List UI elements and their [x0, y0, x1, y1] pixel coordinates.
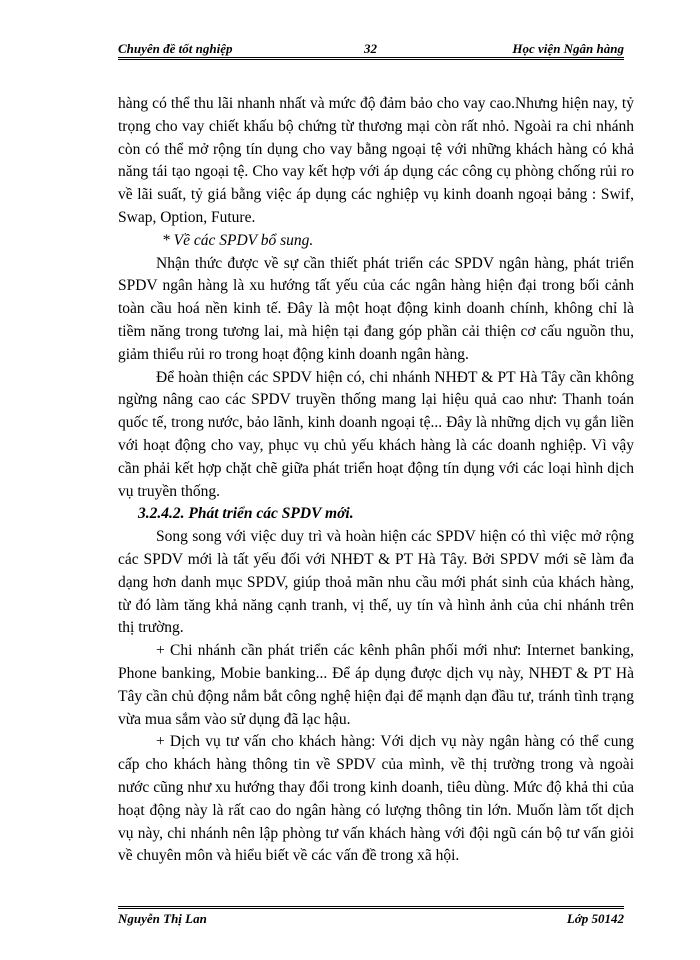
document-body	[118, 93, 634, 868]
page-number: 32	[364, 41, 377, 56]
paragraph: hàng có thể thu lãi nhanh nhất và mức độ đảm bảo cho vay cao.Nhưng hiện nay, tỷ trọng cho vay chiết khấu bộ chứng từ thương mại còn rất nhỏ. Ngoài ra chi nhánh còn có thể mở rộng tín dụng cho vay bằng ngoại tệ với những khách hàng có khả năng tái tạo ngoại tệ. Cho vay kết hợp với áp dụng các công cụ phòng chống rủi ro về lãi suất, tỷ giá bằng việc áp dụng các nghiệp vụ kinh doanh ngoại bảng : Swif, Swap, Option, Future.	[118, 95, 634, 226]
paragraph: Nhận thức được về sự cần thiết phát triển các SPDV ngân hàng, phát triển SPDV ngân hàng là xu hướng tất yếu của các ngân hàng hiện đại trong bối cảnh toàn cầu hoá nền kinh tế. Đây là một hoạt động kinh doanh chính, không chỉ là tiềm năng trong tương lai, mà hiện tại đang góp phần cải thiện cơ cấu nguồn thu, giảm thiểu rủi ro trong hoạt động kinh doanh ngân hàng.	[118, 254, 634, 363]
paragraph: Song song với việc duy trì và hoàn hiện các SPDV hiện có thì việc mở rộng các SPDV mới là tất yếu đối với NHĐT & PT Hà Tây. Bởi SPDV mới sẽ làm đa dạng hơn danh mục SPDV, giúp thoả mãn nhu cầu mới phát sinh của khách hàng, từ đó làm tăng khả năng cạnh tranh, vị thế, uy tín và hình ảnh của chi nhánh trên thị trường.	[118, 528, 634, 637]
header-right-title: Học viện Ngân hàng	[512, 41, 624, 56]
author-name: Nguyễn Thị Lan	[118, 911, 207, 926]
section-heading: 3.2.4.2. Phát triển các SPDV mới.	[138, 505, 354, 523]
paragraph: + Chi nhánh cần phát triển các kênh phân phối mới như: Internet banking, Phone banking, Mobie banking... Để áp dụng được dịch vụ này, NHĐT & PT Hà Tây cần chủ động nắm bắt công nghệ hiện đại để mạnh dạn đầu tư, tránh tình trạng vừa mua sắm vào sử dụng đã lạc hậu.	[118, 642, 634, 728]
page-footer	[118, 906, 624, 927]
paragraph: Để hoàn thiện các SPDV hiện có, chi nhánh NHĐT & PT Hà Tây cần không ngừng nâng cao các SPDV truyền thống mang lại hiệu quả cao như: Thanh toán quốc tế, trong nước, bảo lãnh, kinh doanh ngoại tệ... Đây là những dịch vụ gắn liền với hoạt động cho vay, phục vụ chủ yếu khách hàng là các doanh nghiệp. Vì vậy cần phải kết hợp chặt chẽ giữa phát triển hoạt động tín dụng với các loại hình dịch vụ truyền thống.	[118, 368, 634, 500]
class-code: Lớp 50142	[566, 911, 624, 926]
subheading-additional-services: * Về các SPDV bổ sung.	[162, 231, 314, 249]
paragraph: + Dịch vụ tư vấn cho khách hàng: Với dịch vụ này ngân hàng có thể cung cấp cho khách hàng thông tin về SPDV của mình, về thị trường trong và ngoài nước cũng như xu hướng thay đổi trong kinh doanh, tiêu dùng. Mức độ khả thi của hoạt động này là rất cao do ngân hàng có lượng thông tin lớn. Muốn làm tốt dịch vụ này, chi nhánh nên lập phòng tư vấn khách hàng với đội ngũ cán bộ tư vấn giỏi về chuyên môn và hiểu biết về các vấn đề trong xã hội.	[118, 733, 634, 865]
page-header	[118, 41, 624, 60]
header-left-title: Chuyên đề tốt nghiệp	[118, 41, 233, 56]
